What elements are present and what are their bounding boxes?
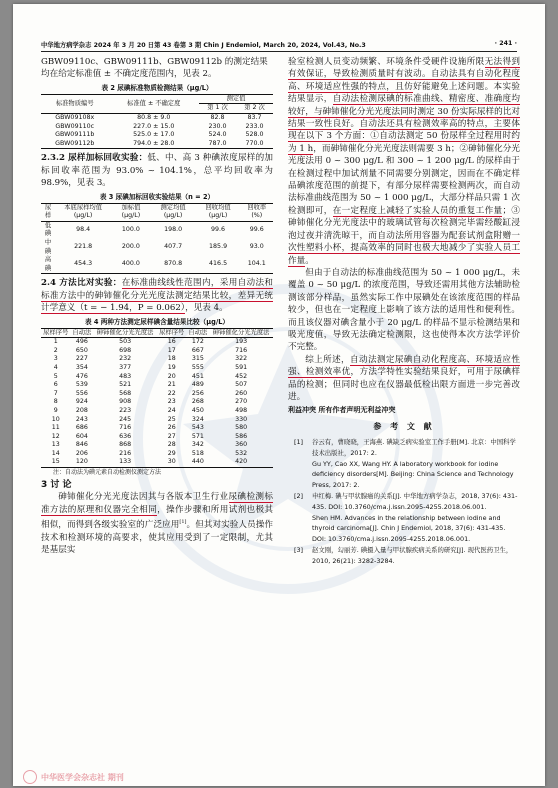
table4-body: [41, 338, 273, 468]
table4: 尿样序号 自动法 砷铈催化分光光度法 尿样序号 自动法 砷铈催化分光光度法 1 496 503 16 172 193 2 650 698 17 667 716 3 227 232 18 315 322 4 354 377 19 555 591 5 476 483 20 451 452 6 539 521 21 489 507 7 556 568 22 256 260 8 924 908 23 268 270 9 208 223 24 450 498 10 243 245 25 324 330 11 686 716 26 543 580 12 604 636 27 571 586 13 846 868 28 342 360 14 206 216 29 518 532 15 120 133 30 440 420: [41, 328, 273, 469]
table-row: 1 496 503 16 172 193: [53, 338, 248, 346]
table-row: GBW09111b 525.0 ± 17.0 524.0 528.0: [55, 131, 264, 139]
running-header: [41, 40, 517, 52]
table2-header-first: 第 1 次: [207, 104, 228, 112]
reference-item: [1] 谷云有，曹晓晓，王海燕. 碘缺乏病实验室工作手册[M]. 北京：中国科学技术出版社，2017: 2.: [294, 438, 516, 457]
table4-note: 注：自动法为碘元素自动检测仪测定方法: [53, 469, 162, 477]
table-row: 9 208 223 24 450 498: [53, 406, 248, 414]
discussion-paragraph: 砷铈催化分光光度法因其与各版本卫生行业尿碘检测标准方法的原理和仪器完全相同，操作步骤和所用试剂也极其相似，而得到各级实验室的广泛应用[1]。但其对实验人员操作技术和检测环境的高要求，使其应用受到了一定限制，尤其是基层实: [41, 492, 273, 555]
conflict-statement: 利益冲突 所有作者声明无利益冲突: [288, 406, 396, 415]
table-row: 2 650 698 17 667 716: [53, 346, 248, 354]
table-row: 10 243 245 25 324 330: [51, 415, 248, 423]
header-page-number: · 241 ·: [494, 40, 517, 47]
table2-header-code: 标准物质编号: [41, 94, 108, 113]
section-2-4: 2.4 方法比对实验：在标准曲线线性范围内，采用自动法和标准方法中的砷铈催化分光光度法测定结果比较，差异无统计学意义（t = − 1.94，P = 0.062），见表 4。: [41, 278, 273, 314]
table-row: 4 354 377 19 555 591: [53, 363, 248, 371]
reference-list: [288, 437, 520, 566]
reference-item: [3] 赵文刚，勾丽芳. 碘摄入量与甲状腺疾病关系的研究[J]. 现代医药卫生，2010, 26(21): 3282-3284.: [294, 546, 513, 565]
left-column: [41, 56, 273, 556]
reference-item: Shen HM. Advances in the relationship between iodine and thyroid carcinoma[J]. Chin J Endemiol, 2018, 37(6): 431-435. DOI: 10.3760/cma.j.issn.2095-4255.2018.06.001.: [312, 514, 506, 543]
table3-caption: 表 3 尿碘加标回收实验结果（n = 2）: [99, 192, 215, 201]
intro-line-1: GBW09110c、GBW09111b、GBW09112b 的测定结果: [41, 57, 268, 67]
table-row: 5 476 483 20 451 452: [53, 372, 248, 380]
conclusion-paragraph: 综上所述，自动法测定尿碘自动化程度高、环境适应性强、检测效率优，方法学特性实验结果良好，可用于尿碘样品的检测；但同时也应在仪器最低检出限方面进一步完善改进。: [288, 354, 520, 402]
table2: [41, 94, 273, 150]
table-row: 3 227 232 18 315 322: [53, 355, 248, 363]
table4-caption: 表 4 两种方法测定尿样碘含量结果比较（μg/L）: [84, 317, 230, 326]
table-row: 12 604 636 27 571 586: [51, 432, 248, 440]
footer: [23, 770, 124, 784]
references-title: 参 考 文 献: [373, 421, 435, 431]
table2-header-measured: 测定值: [199, 94, 273, 104]
table-row: 6 539 521 21 489 507: [53, 381, 248, 389]
table-row: 7 556 568 22 256 260: [53, 389, 248, 397]
journal-page: [13, 4, 545, 786]
table-row: GBW09112b 794.0 ± 28.0 787.0 770.0: [41, 140, 273, 149]
table-row: 8 924 908 23 268 270: [53, 398, 248, 406]
discussion-continued: 验室检测人员变动频繁、环境条件受硬件设施所限无法得到有效保证，导致检测质量时有波动。自动法具有自动化程度高、环境适应性强的特点，且仿好能避免上述问题。本实验结果显示，自动法检测尿碘的标准曲线、精密度、准确度均较好，与砷铈催化分光光度法同时测定 30 份实际尿样的比对结果一致性良好。自动法还具有检测效率高的特点，主要体现在以下 3 个方面：①自动法测定 50 份尿样全过程用时约为 1 h，而砷铈催化分光光度法则需要 3 h；②砷铈催化分光光度法用 0 ~ 300 μg/L 和 300 ~ 1 200 μg/L 的尿样由于在检测过程中加试剂量不同需要分别测定，因而在不确定样品碘浓度范围的前提下，有部分尿样需要检测两次，而自动法标准曲线范围为 50 ~ 1 000 μg/L，大部分样品只需 1 次检测即可，在一定程度上减轻了实验人员的重复工作量；③砷铈催化分光光度法中的玻璃试管每次检测完毕需经酸缸浸泡过夜并清洗晾干，而自动法所用容器为配套试剂盒附赠一次性塑料小杯，提高效率的同时也极大地减少了实验人员工作量。: [288, 57, 520, 266]
right-column: [288, 56, 520, 567]
header-journal: 中华地方病学杂志 2024 年 3 月 20 日第 43 卷第 3 期 Chin J Endemiol, March 20, 2024, Vol.43, No.3: [41, 42, 366, 49]
reference-item: [2] 申红梅. 碘与甲状腺癌的关系[J]. 中华地方病学杂志，2018, 37(6): 431-435. DOI: 10.3760/cma.j.issn.2095-4255.2018.06.001.: [294, 492, 518, 511]
reference-item: Gu YY, Cao XX, Wang HY. A laboratory workbook for iodine deficiency disorders[M]. Beijing: China Science and Technology Press, 2017: 2.: [312, 460, 514, 489]
table-row: 15 120 133 30 440 420: [41, 458, 273, 467]
publisher-logo-icon: [23, 770, 37, 784]
limitation-paragraph: 但由于自动法的标准曲线范围为 50 ~ 1 000 μg/L，未覆盖 0 ~ 50 μg/L 的浓度范围，导致还需用其他方法辅助检测该部分样品，虽然实际工作中尿碘处在该浓度范围的样品较少，但也在一定程度上影响了该方法的适用性和便利性。而且该仪器对碘含量小于 20 μg/L 的样品不显示检测结果和吸光度值，导致无法确定检测限，这也使得本次方法学评价不完整。: [288, 267, 520, 353]
table-row: 中碘 221.8 200.0 407.7 185.9 93.0: [44, 238, 264, 255]
table2-header-standard: 标准值 ± 不确定度: [108, 94, 199, 113]
table3: 尿样 本底尿样均值 (μg/L) 加标值 (μg/L) 测定均值 (μg/L) 回收均值 (μg/L) 回收率 (%) 低碘 98.4 100.0 198.0 99.6 99.6 中碘 221.8 200.0 407.7 185.9 93.0 高碘 454.3 400.0 870.8 416.5 104.1: [41, 203, 273, 275]
table-row: 14 206 216 29 518 532: [51, 449, 248, 457]
intro-line-2: 均在给定标准值 ± 不确定度范围内，见表 2。: [41, 69, 217, 80]
table-row: 低碘 98.4 100.0 198.0 99.6 99.6: [44, 221, 264, 238]
table-row: 高碘 454.3 400.0 870.8 416.5 104.1: [41, 256, 273, 274]
table2-header-second: 第 2 次: [244, 104, 265, 112]
footer-text: 中华医学会杂志社 期刊: [41, 772, 124, 782]
table-row: 13 846 868 28 342 360: [51, 441, 248, 449]
table-row: 11 686 716 26 543 580: [51, 424, 248, 432]
table2-caption: 表 2 尿碘标准物质检测结果（μg/L）: [101, 83, 213, 92]
section-3-title: 3 讨 论: [41, 480, 72, 491]
table-row: GBW09108x 80.8 ± 9.0 82.8 83.7: [55, 114, 262, 121]
table-row: GBW09110c 227.0 ± 15.0 230.0 233.0: [55, 122, 264, 130]
section-2-3-2: 2.3.2 尿样加标回收实验：低、中、高 3 种碘浓度尿样的加标回收率范围为 93.0% ~ 104.1%，总平均回收率为 98.9%，见表 3。: [41, 153, 273, 189]
